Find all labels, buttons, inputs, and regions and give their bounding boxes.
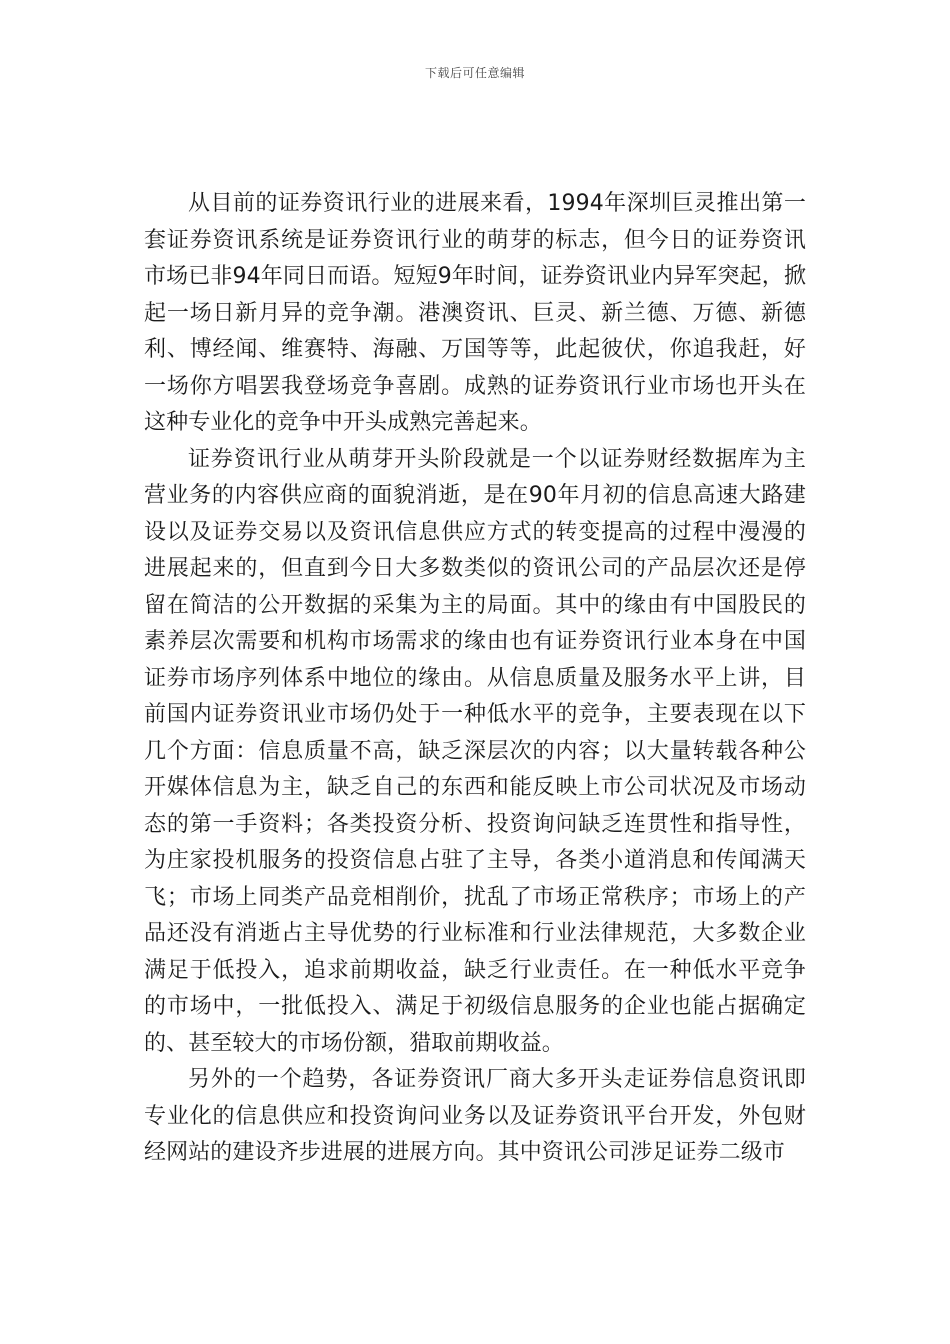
paragraph-2: 证券资讯行业从萌芽开头阶段就是一个以证券财经数据库为主营业务的内容供应商的面貌消逝，是在90年月初的信息高速大路建设以及证券交易以及资讯信息供应方式的转变提高的过程中漫漫的进展起来的，但直到今日大多数类似的资讯公司的产品层次还是停留在简洁的公开数据的采集为主的局面。其中的缘由有中国股民的素养层次需要和机构市场需求的缘由也有证券资讯行业本身在中国证券市场序列体系中地位的缘由。从信息质量及服务水平上讲，目前国内证券资讯业市场仍处于一种低水平的竞争，主要表现在以下几个方面：信息质量不高，缺乏深层次的内容；以大量转载各种公开媒体信息为主，缺乏自己的东西和能反映上市公司状况及市场动态的第一手资料；各类投资分析、投资询问缺乏连贯性和指导性，为庄家投机服务的投资信息占驻了主导，各类小道消息和传闻满天飞；市场上同类产品竞相削价，扰乱了市场正常秩序；市场上的产品还没有消逝占主导优势的行业标准和行业法律规范，大多数企业满足于低投入，追求前期收益，缺乏行业责任。在一种低水平竞争的市场中，一批低投入、满足于初级信息服务的企业也能占据确定的、甚至较大的市场份额，猎取前期收益。 xyxy=(144,446,806,1056)
document-body xyxy=(144,186,806,1172)
paragraph-3: 另外的一个趋势，各证券资讯厂商大多开头走证券信息资讯即专业化的信息供应和投资询问业务以及证券资讯平台开发，外包财经网站的建设齐步进展的进展方向。其中资讯公司涉足证券二级市 xyxy=(144,1067,806,1165)
paragraph-1: 从目前的证券资讯行业的进展来看，1994年深圳巨灵推出第一套证券资讯系统是证券资讯行业的萌芽的标志，但今日的证券资讯市场已非94年同日而语。短短9年时间，证券资讯业内异军突起，掀起一场日新月异的竞争潮。港澳资讯、巨灵、新兰德、万德、新德利、博经闻、维赛特、海融、万国等等，此起彼伏，你追我赶，好一场你方唱罢我登场竞争喜剧。成熟的证券资讯行业市场也开头在这种专业化的竞争中开头成熟完善起来。 xyxy=(144,191,806,435)
page-header: 下载后可任意编辑 xyxy=(424,66,525,80)
